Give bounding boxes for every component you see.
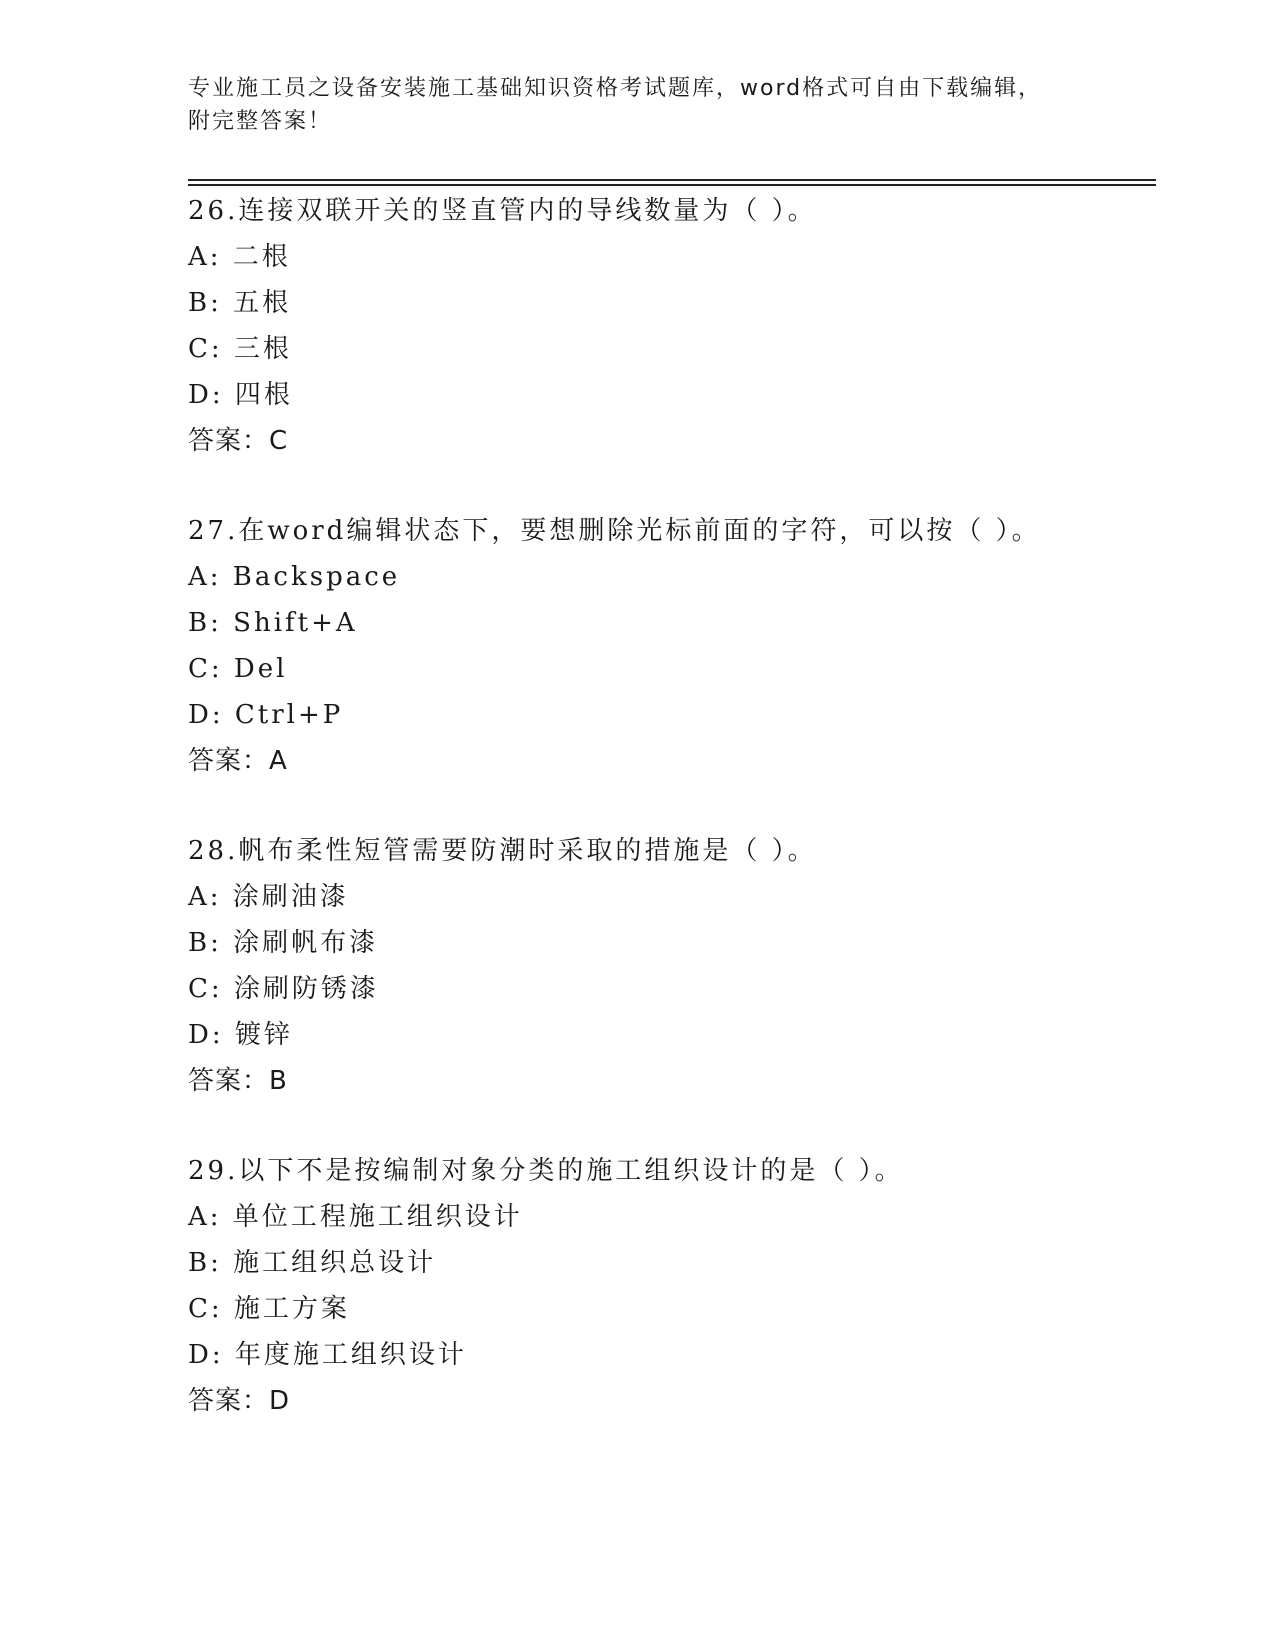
- option-a: A: 单位工程施工组织设计: [188, 1202, 523, 1232]
- option-a: A: Backspace: [188, 562, 401, 592]
- question-stem: 26.连接双联开关的竖直管内的导线数量为（ ）。: [188, 196, 817, 226]
- option-c: C: 涂刷防锈漆: [188, 974, 379, 1004]
- option-b: B: 涂刷帆布漆: [188, 928, 379, 958]
- option-d: D: 年度施工组织设计: [188, 1340, 467, 1370]
- question-28: [188, 828, 1156, 1104]
- option-b: B: 施工组织总设计: [188, 1248, 437, 1278]
- document-header: [188, 72, 1088, 138]
- option-d: D: 四根: [188, 380, 293, 410]
- question-stem: 29.以下不是按编制对象分类的施工组织设计的是（ ）。: [188, 1156, 904, 1186]
- option-c: C: 施工方案: [188, 1294, 350, 1324]
- header-line-2: 附完整答案！: [188, 109, 333, 134]
- question-stem: 28.帆布柔性短管需要防潮时采取的措施是（ ）。: [188, 836, 817, 866]
- answer-text: 答案：C: [188, 426, 289, 456]
- option-a: A: 涂刷油漆: [188, 882, 349, 912]
- question-26: [188, 188, 1156, 464]
- option-d: D: Ctrl+P: [188, 700, 344, 730]
- answer-text: 答案：B: [188, 1066, 288, 1096]
- option-d: D: 镀锌: [188, 1020, 293, 1050]
- answer-text: 答案：A: [188, 746, 288, 776]
- question-29: [188, 1148, 1156, 1424]
- question-27: [188, 508, 1156, 784]
- option-b: B: 五根: [188, 288, 292, 318]
- option-c: C: Del: [188, 654, 288, 684]
- header-divider-bottom: [188, 184, 1156, 186]
- option-a: A: 二根: [188, 242, 291, 272]
- option-c: C: 三根: [188, 334, 292, 364]
- answer-text: 答案：D: [188, 1386, 291, 1416]
- header-divider-top: [188, 179, 1156, 181]
- header-line-1: 专业施工员之设备安装施工基础知识资格考试题库，word格式可自由下载编辑，: [188, 76, 1043, 101]
- option-b: B: Shift+A: [188, 608, 358, 638]
- question-stem: 27.在word编辑状态下，要想删除光标前面的字符，可以按（ ）。: [188, 516, 1041, 546]
